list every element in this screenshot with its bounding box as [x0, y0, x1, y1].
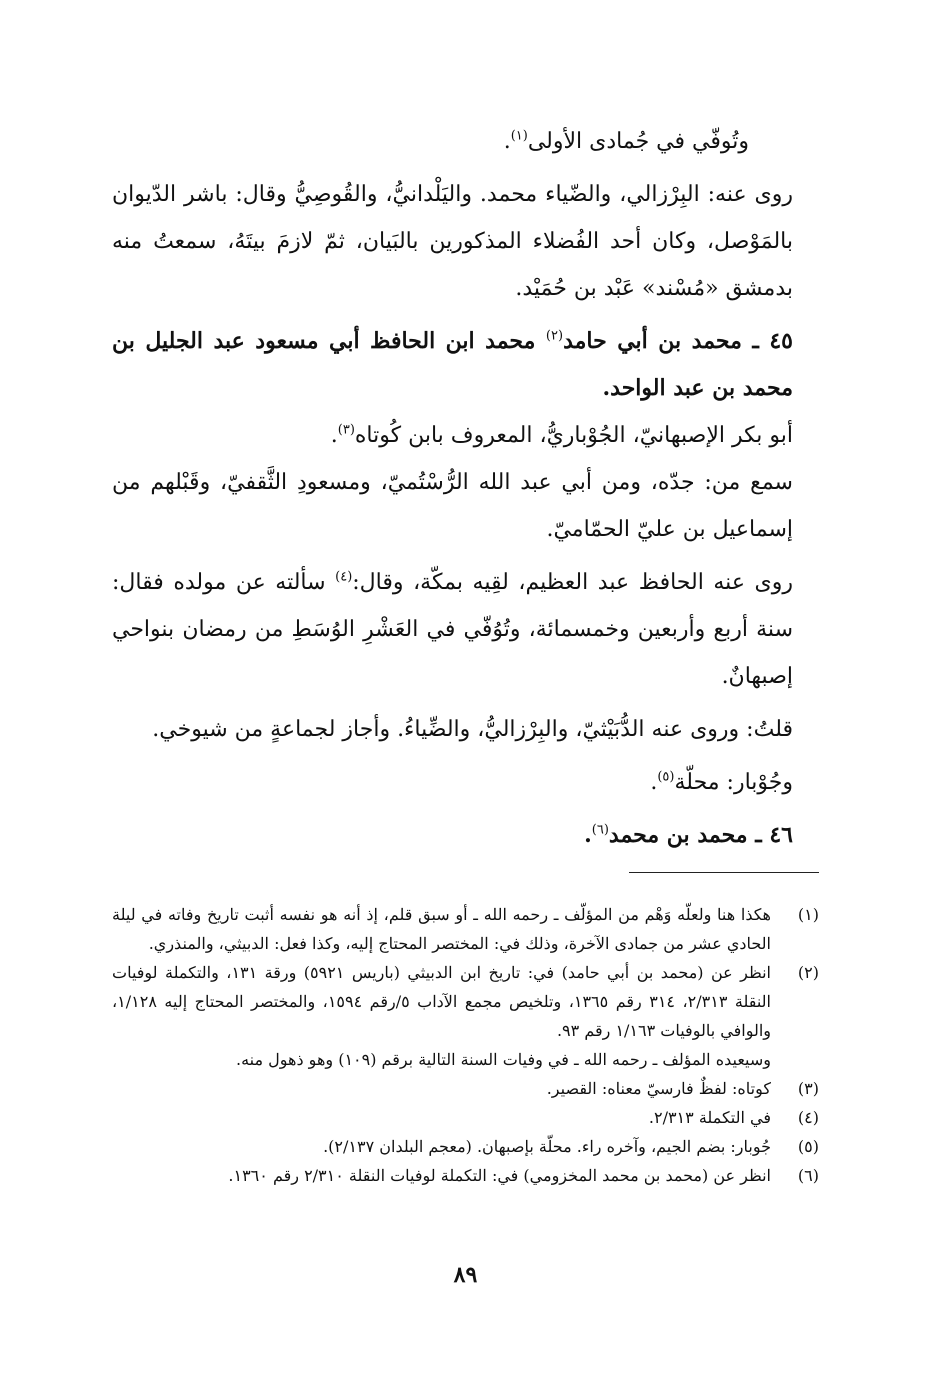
footnote-text: هكذا هنا ولعلّه وَهْم من المؤلّف ـ رحمه الله ـ أو سبق قلم، إذ أنه هو نفسه أثبت تاريخ وفاته في ليلة الحادي عشر من جمادى الآخرة، وذلك في: المختصر المحتاج إليه، وكذا فعل: الدبيثي، والمنذري.	[112, 905, 771, 953]
footnote-divider	[629, 872, 819, 873]
entry-heading-46	[112, 812, 819, 859]
paragraph-birth	[112, 559, 819, 700]
text-run: سألته عن مولده فقال: سنة أربع وأربعين وخمسمائة، وتُوُفّي في العَشْرِ الوُسَطِ من رمضان بنواحي إصبهانٌ.	[112, 570, 793, 689]
entry-heading-45	[112, 318, 819, 412]
footnote-number: (٣)	[797, 1079, 819, 1098]
text-run: روى عنه: البِرْزالي، والضّياء محمد. واليَلْدانيُّ، والقُوصِيُّ وقال: باشر الدّيوان بالمَوْصل، وكان أحد الفُضلاء المذكورين بالبَيان، ثمّ لازمَ بيتَهُ، سمعتُ منه بدمشق «مُسْند» عَبْد بن حُمَيْد.	[112, 182, 793, 301]
footnote-text: كوتاه: لفظٌ فارسيّ معناه: القصير.	[546, 1079, 771, 1098]
paragraph-kunya	[112, 412, 819, 459]
footnote-ref: (٦)	[591, 822, 609, 838]
text-run: سمع من: جدّه، ومن أبي عبد الله الرُّسْتُميّ، ومسعودِ الثَّقفيّ، وقَبْلهم من إسماعيل بن عليّ الحمّاميّ.	[112, 470, 793, 542]
footnote-number: (٥)	[797, 1137, 819, 1156]
text-run: وجُوْبار: محلّة	[674, 770, 793, 795]
text-run: روى عنه الحافظ عبد العظيم، لقِيه بمكّة، وقال:	[352, 570, 793, 595]
footnote-text: انظر عن (محمد بن محمد المخزومي) في: التكملة لوفيات النقلة ٢/٣١٠ رقم ١٣٦٠.	[228, 1166, 771, 1185]
paragraph-jubar	[112, 759, 819, 806]
footnote-text: انظر عن (محمد بن أبي حامد) في: تاريخ ابن الدبيثي (باريس ٥٩٢١) ورقة ١٣١، والتكملة لوفيات النقلة ٢/٣١٣، ٣١٤ رقم ١٣٦٥، وتلخيص مجمع الآداب ٥/رقم ١٥٩٤، والمختصر المحتاج إليه ١/١٢٨، والوافي بالوفيات ١/١٦٣ رقم ٩٣.	[112, 963, 771, 1040]
paragraph-author-note	[112, 706, 819, 753]
text-run: قلتُ: وروى عنه الدُّبَيْثيّ، والبِرْزاليُّ، والضِّياءُ. وأجاز لجماعةٍ من شيوخي.	[152, 717, 793, 742]
page-number: ٨٩	[453, 1262, 478, 1288]
footnote-item	[112, 958, 819, 1045]
text-run: .	[584, 822, 592, 848]
footnote-ref: (٤)	[335, 569, 353, 585]
footnote-ref: (١)	[510, 128, 528, 144]
footnotes-section	[112, 900, 819, 1190]
footnote-ref: (٣)	[337, 422, 355, 438]
text-run: .	[330, 423, 338, 448]
text-run: أبو بكر الإصبهانيّ، الجُوْباريُّ، المعروف بابن كُوتاه	[354, 423, 793, 448]
footnote-ref: (٥)	[657, 769, 675, 785]
main-text	[112, 118, 819, 859]
entry-title-rest: محمد ابن الحافظ أبي مسعود عبد الجليل بن محمد بن عبد الواحد.	[112, 328, 793, 401]
footnote-continuation: وسيعيده المؤلف ـ رحمه الله ـ في وفيات السنة التالية برقم (١٠٩) وهو ذهول منه.	[235, 1050, 771, 1069]
paragraph-death-date	[112, 118, 819, 165]
footnote-text: جُوبار: بضم الجيم، وآخره راء. محلّة بإصبهان. (معجم البلدان ٢/١٣٧).	[323, 1137, 771, 1156]
footnote-number: (٢)	[797, 963, 819, 982]
footnote-number: (١)	[797, 905, 819, 924]
footnote-item	[112, 1103, 819, 1132]
footnote-number: (٤)	[797, 1108, 819, 1127]
footnote-ref: (٢)	[545, 328, 564, 344]
paragraph-narrators	[112, 171, 819, 312]
entry-title: ٤٥ ـ محمد بن أبي حامد	[563, 328, 793, 354]
text-run: .	[503, 129, 511, 154]
text-run: وتُوفّي في جُمادى الأولى	[527, 129, 749, 154]
footnote-item	[112, 1074, 819, 1103]
footnote-text: في التكملة ٢/٣١٣.	[648, 1108, 771, 1127]
paragraph-teachers	[112, 459, 819, 553]
footnote-item	[112, 900, 819, 958]
footnote-item	[112, 1161, 819, 1190]
footnote-number: (٦)	[797, 1166, 819, 1185]
footnote-item	[112, 1132, 819, 1161]
text-run: .	[650, 770, 658, 795]
entry-title: ٤٦ ـ محمد بن محمد	[608, 822, 793, 848]
